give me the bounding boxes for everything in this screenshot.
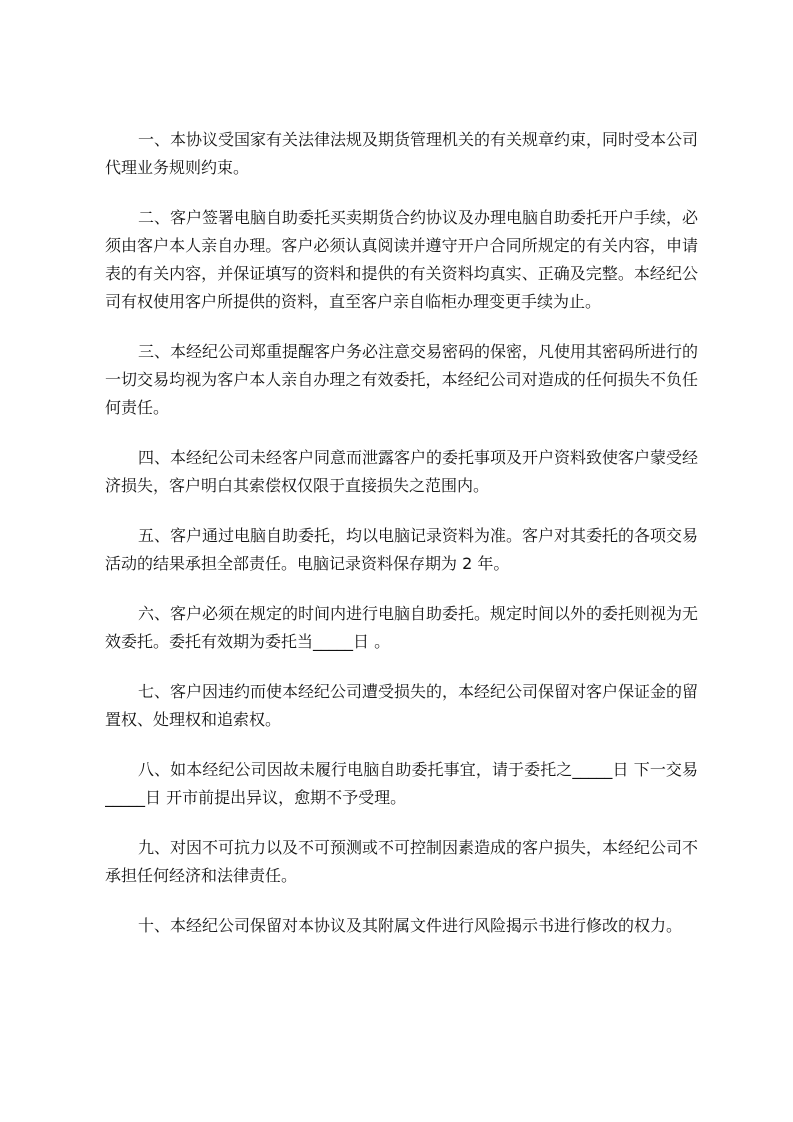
paragraph-line: 何责任。 — [105, 398, 170, 417]
paragraph-line: 七、客户因违约而使本经纪公司遭受损失的，本经纪公司保留对客户保证金的留 — [138, 682, 698, 701]
paragraph-line: 司有权使用客户所提供的资料，直至客户亲自临柜办理变更手续为止。 — [105, 292, 602, 311]
paragraph-line: 四、本经纪公司未经客户同意而泄露客户的委托事项及开户资料致使客户蒙受经 — [138, 448, 698, 467]
paragraph-line: 效委托。委托有效期为委托当_____日 。 — [105, 632, 391, 651]
paragraph-line: 八、如本经纪公司因故未履行电脑自助委托事宜，请于委托之_____日 下一交易 — [138, 760, 698, 779]
clause-10-paragraph — [105, 912, 698, 940]
paragraph-line: 承担任何经济和法律责任。 — [105, 866, 298, 885]
clause-9-paragraph — [105, 834, 698, 890]
paragraph-line: 二、客户签署电脑自助委托买卖期货合约协议及办理电脑自助委托开户手续，必 — [138, 208, 698, 227]
paragraph-line: 表的有关内容，并保证填写的资料和提供的有关资料均真实、正确及完整。本经纪公 — [105, 264, 698, 283]
paragraph-line: 须由客户本人亲自办理。客户必须认真阅读并遵守开户合同所规定的有关内容，申请 — [105, 236, 698, 255]
clause-1-paragraph — [105, 126, 698, 182]
paragraph-line: 活动的结果承担全部责任。电脑记录资料保存期为 2 年。 — [105, 554, 510, 573]
clause-2-paragraph — [105, 204, 698, 316]
paragraph-line: 六、客户必须在规定的时间内进行电脑自助委托。规定时间以外的委托则视为无 — [138, 604, 698, 623]
paragraph-line: 一切交易均视为客户本人亲自办理之有效委托，本经纪公司对造成的任何损失不负任 — [105, 370, 698, 389]
clause-8-paragraph — [105, 756, 698, 812]
paragraph-line: 济损失，客户明白其索偿权仅限于直接损失之范围内。 — [105, 476, 490, 495]
paragraph-line: 置权、处理权和追索权。 — [105, 710, 282, 729]
clause-7-paragraph — [105, 678, 698, 734]
paragraph-line: 三、本经纪公司郑重提醒客户务必注意交易密码的保密，凡使用其密码所进行的 — [138, 342, 698, 361]
clause-6-paragraph — [105, 600, 698, 656]
document-body — [105, 126, 698, 962]
paragraph-line: 十、本经纪公司保留对本协议及其附属文件进行风险揭示书进行修改的权力。 — [138, 916, 683, 935]
clause-4-paragraph — [105, 444, 698, 500]
clause-3-paragraph — [105, 338, 698, 422]
paragraph-line: _____日 开市前提出异议，愈期不予受理。 — [105, 788, 407, 807]
clause-5-paragraph — [105, 522, 698, 578]
paragraph-line: 代理业务规则约束。 — [105, 158, 250, 177]
paragraph-line: 一、本协议受国家有关法律法规及期货管理机关的有关规章约束，同时受本公司 — [138, 130, 698, 149]
paragraph-line: 五、客户通过电脑自助委托，均以电脑记录资料为准。客户对其委托的各项交易 — [138, 526, 698, 545]
paragraph-line: 九、对因不可抗力以及不可预测或不可控制因素造成的客户损失，本经纪公司不 — [138, 838, 698, 857]
